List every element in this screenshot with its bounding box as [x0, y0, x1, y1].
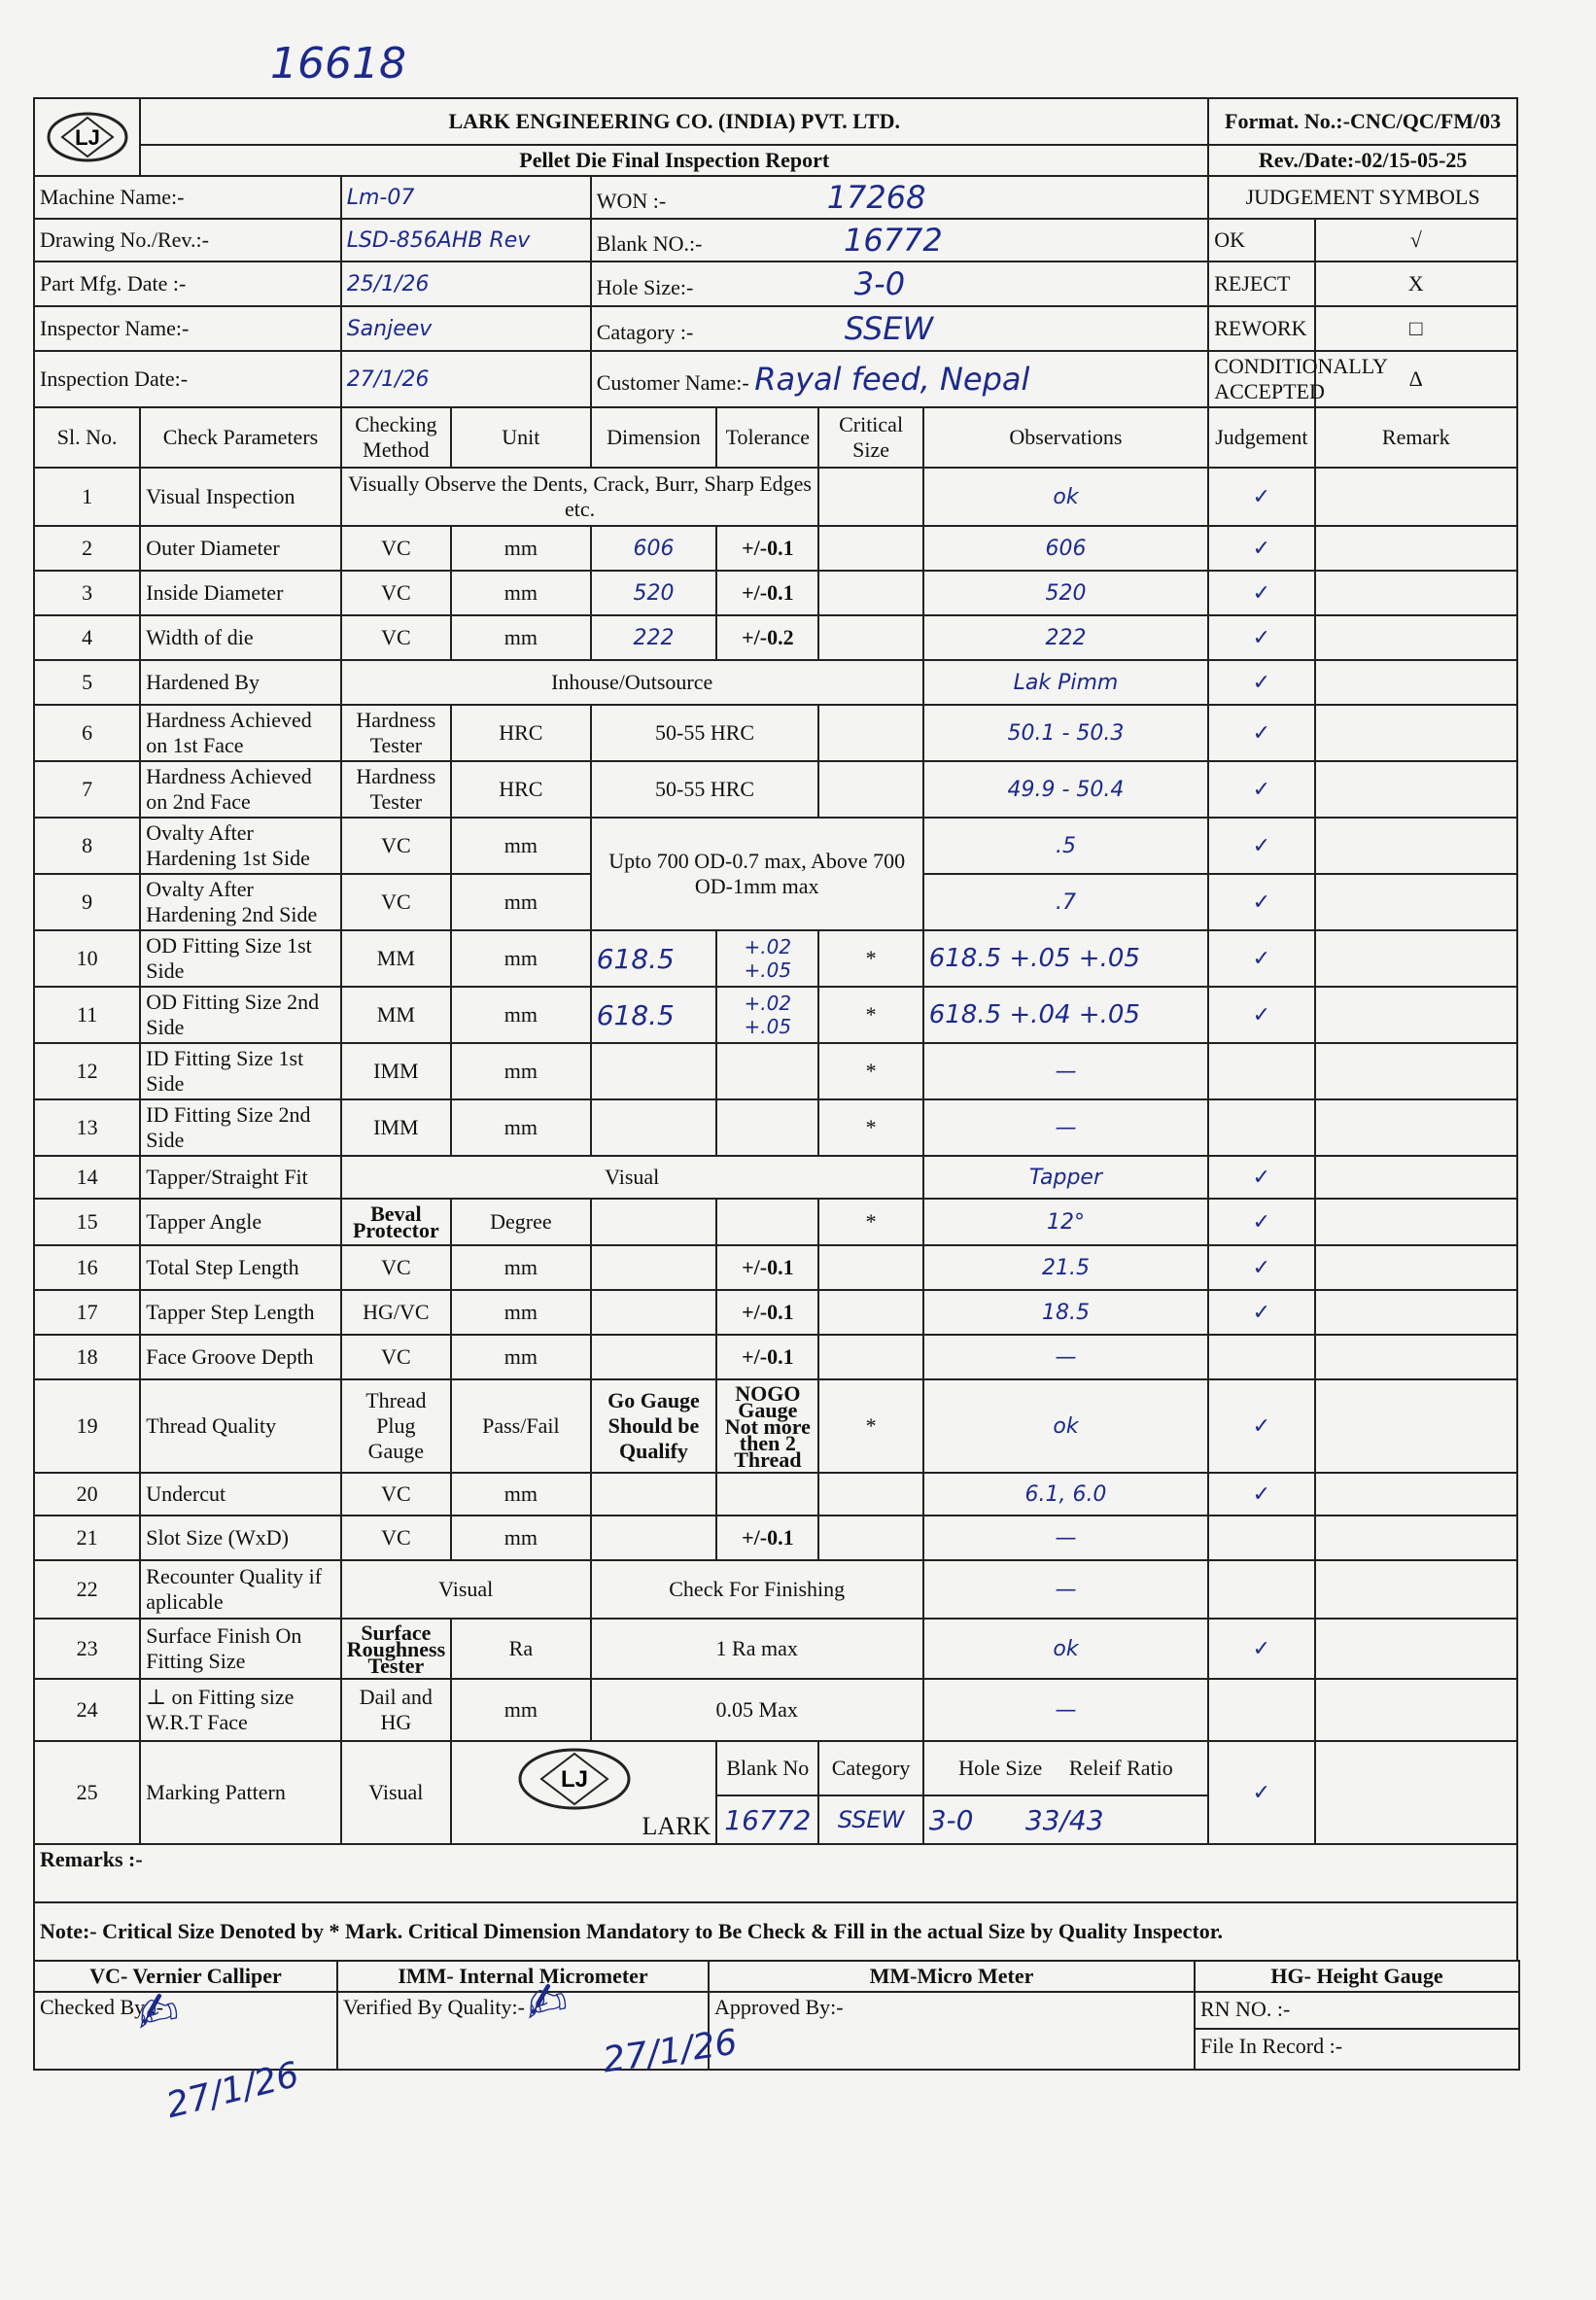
row-sl: 15: [34, 1199, 140, 1245]
col-observations: Observations: [923, 407, 1209, 468]
row-sl: 14: [34, 1156, 140, 1199]
row-unit: HRC: [451, 705, 591, 761]
row-critical: *: [818, 930, 922, 987]
handwritten-top-number: 16618: [270, 39, 406, 88]
symbol-rework: □: [1315, 306, 1518, 351]
marking-hole-header: Hole Size: [958, 1756, 1043, 1781]
row-param: Face Groove Depth: [140, 1335, 340, 1379]
table-row: [34, 761, 1517, 818]
row-judgement: ✓: [1208, 468, 1314, 526]
row-spec: Check For Finishing: [591, 1560, 923, 1619]
row-judgement: [1208, 1516, 1314, 1560]
row-observation: 18.5: [923, 1290, 1209, 1335]
row-param: Visual Inspection: [140, 468, 340, 526]
symbol-conditional-label: CONDITIONALLY ACCEPTED: [1208, 351, 1314, 407]
row-method: Visual: [341, 1560, 591, 1619]
row-observation: 21.5: [923, 1245, 1209, 1290]
row-sl: 17: [34, 1290, 140, 1335]
row-spec: Visually Observe the Dents, Crack, Burr, Sharp Edges etc.: [341, 468, 819, 526]
row-unit: mm: [451, 930, 591, 987]
approved-by: Approved By:-: [709, 1992, 1195, 2070]
row-param: Surface Finish On Fitting Size: [140, 1619, 340, 1679]
blank-cell: [591, 219, 1209, 261]
row-method: VC: [341, 818, 451, 874]
row-param: ⊥ on Fitting size W.R.T Face: [140, 1679, 340, 1741]
col-unit: Unit: [451, 407, 591, 468]
row-tolerance: +/-0.1: [716, 1516, 818, 1560]
marking-relief-value: 33/43: [1024, 1803, 1104, 1836]
footer-table: [33, 1960, 1520, 2071]
row-param: Recounter Quality if aplicable: [140, 1560, 340, 1619]
row-param: Tapper Angle: [140, 1199, 340, 1245]
row-sl: 22: [34, 1560, 140, 1619]
table-row: [34, 1560, 1517, 1619]
row-spec: Visual: [341, 1156, 923, 1199]
hole-cell: [591, 261, 1209, 306]
inspection-date-value: 27/1/26: [341, 351, 591, 407]
row-param: ID Fitting Size 1st Side: [140, 1043, 340, 1099]
row-judgement: ✓: [1208, 1156, 1314, 1199]
row-method: MM: [341, 930, 451, 987]
row-observation: —: [923, 1560, 1209, 1619]
row-param: Ovalty After Hardening 2nd Side: [140, 874, 340, 930]
row-observation: ok: [923, 1379, 1209, 1473]
svg-text:LJ: LJ: [74, 125, 100, 150]
won-value: 17268: [826, 179, 926, 216]
table-row: [34, 987, 1517, 1043]
row-unit: mm: [451, 874, 591, 930]
row-sl: 20: [34, 1473, 140, 1516]
row-unit: mm: [451, 615, 591, 660]
row-method: VC: [341, 1516, 451, 1560]
row-tolerance: +/-0.1: [716, 1335, 818, 1379]
symbol-reject: X: [1315, 261, 1518, 306]
row-param: Width of die: [140, 615, 340, 660]
table-row: [34, 468, 1517, 526]
table-row: [34, 1156, 1517, 1199]
row-param: OD Fitting Size 1st Side: [140, 930, 340, 987]
row-observation: 606: [923, 526, 1209, 571]
row-sl: 13: [34, 1099, 140, 1156]
row-spec: 1 Ra max: [591, 1619, 923, 1679]
row-param: Hardness Achieved on 2nd Face: [140, 761, 340, 818]
drawing-label: Drawing No./Rev.:-: [34, 219, 341, 261]
verified-signature-date: 27/1/26: [600, 2022, 740, 2081]
row-unit: HRC: [451, 761, 591, 818]
row-observation: —: [923, 1043, 1209, 1099]
row-param: Undercut: [140, 1473, 340, 1516]
mfg-date-label: Part Mfg. Date :-: [34, 261, 341, 306]
row-unit: mm: [451, 1516, 591, 1560]
symbol-conditional: Δ: [1315, 351, 1518, 407]
row-tolerance: +/-0.1: [716, 1290, 818, 1335]
row-sl: 23: [34, 1619, 140, 1679]
inspection-sheet: [33, 97, 1518, 2071]
row-spec: Inhouse/Outsource: [341, 660, 923, 705]
checked-by: Checked By :-: [34, 1992, 337, 2070]
row-tolerance: +/-0.2: [716, 615, 818, 660]
row-judgement: [1208, 1043, 1314, 1099]
row-method: Surface Roughness Tester: [341, 1619, 451, 1679]
row-dimension: 618.5: [591, 987, 717, 1043]
row-tolerance: +.02 +.05: [716, 930, 818, 987]
row-dimension: 606: [591, 526, 717, 571]
row-method: Beval Protector: [341, 1199, 451, 1245]
table-row: [34, 1379, 1517, 1473]
legend-vc: VC- Vernier Calliper: [34, 1961, 337, 1992]
row-unit: mm: [451, 1290, 591, 1335]
row-observation: 618.5 +.05 +.05: [923, 930, 1209, 987]
marking-hole-relief-header: [923, 1741, 1209, 1795]
row-sl: 2: [34, 526, 140, 571]
symbol-reject-label: REJECT: [1208, 261, 1314, 306]
company-logo: [34, 98, 140, 176]
col-dimension: Dimension: [591, 407, 717, 468]
row-sl: 7: [34, 761, 140, 818]
row-method: VC: [341, 571, 451, 615]
row-method: VC: [341, 1473, 451, 1516]
row-sl: 5: [34, 660, 140, 705]
row-sl: 3: [34, 571, 140, 615]
row-judgement: [1208, 1679, 1314, 1741]
table-row: [34, 705, 1517, 761]
row-observation: —: [923, 1516, 1209, 1560]
report-title: Pellet Die Final Inspection Report: [140, 145, 1208, 176]
row-method: Hardness Tester: [341, 705, 451, 761]
row-sl: 10: [34, 930, 140, 987]
marking-blank-value: 16772: [716, 1795, 818, 1844]
judgement-title: JUDGEMENT SYMBOLS: [1208, 176, 1517, 219]
row-method: VC: [341, 526, 451, 571]
col-sl: Sl. No.: [34, 407, 140, 468]
row-param: Total Step Length: [140, 1245, 340, 1290]
row-judgement: [1208, 1099, 1314, 1156]
row-observation: 50.1 - 50.3: [923, 705, 1209, 761]
row-param: ID Fitting Size 2nd Side: [140, 1099, 340, 1156]
row-unit: Ra: [451, 1619, 591, 1679]
checked-signature: ✍: [130, 1979, 185, 2045]
row-method: Thread Plug Gauge: [341, 1379, 451, 1473]
row-judgement: ✓: [1208, 1741, 1314, 1844]
row-dimension: 618.5: [591, 930, 717, 987]
table-row: [34, 818, 1517, 874]
row-param: Hardened By: [140, 660, 340, 705]
row-observation: .5: [923, 818, 1209, 874]
won-cell: [591, 176, 1209, 219]
row-method: IMM: [341, 1043, 451, 1099]
table-row: [34, 1290, 1517, 1335]
row-judgement: ✓: [1208, 874, 1314, 930]
logo-icon: [45, 110, 130, 164]
table-row: [34, 930, 1517, 987]
row-sl: 8: [34, 818, 140, 874]
row-tolerance: NOGO Gauge Not more then 2 Thread: [716, 1379, 818, 1473]
legend-hg: HG- Height Gauge: [1195, 1961, 1519, 1992]
checked-signature-date: 27/1/26: [162, 2054, 303, 2127]
row-unit: mm: [451, 987, 591, 1043]
row-judgement: ✓: [1208, 761, 1314, 818]
row-judgement: [1208, 1335, 1314, 1379]
won-label: WON :-: [596, 189, 667, 213]
row-judgement: [1208, 1560, 1314, 1619]
row-critical: *: [818, 1043, 922, 1099]
row-observation: Lak Pimm: [923, 660, 1209, 705]
table-row: [34, 1199, 1517, 1245]
row-dimension: Go Gauge Should be Qualify: [591, 1379, 717, 1473]
table-row: [34, 615, 1517, 660]
row-judgement: ✓: [1208, 571, 1314, 615]
row-observation: 49.9 - 50.4: [923, 761, 1209, 818]
row-observation: Tapper: [923, 1156, 1209, 1199]
row-unit: mm: [451, 818, 591, 874]
table-row: [34, 1245, 1517, 1290]
row-unit: mm: [451, 1043, 591, 1099]
row-spec: 50-55 HRC: [591, 761, 819, 818]
row-sl: 18: [34, 1335, 140, 1379]
symbol-rework-label: REWORK: [1208, 306, 1314, 351]
table-row: [34, 1043, 1517, 1099]
row-unit: mm: [451, 1473, 591, 1516]
row-method: VC: [341, 615, 451, 660]
row-tolerance: +/-0.1: [716, 526, 818, 571]
row-dimension: 222: [591, 615, 717, 660]
table-row-marking: [34, 1741, 1517, 1795]
blank-value: 16772: [843, 222, 943, 259]
col-judgement: Judgement: [1208, 407, 1314, 468]
marking-blank-header: Blank No: [716, 1741, 818, 1795]
marking-logo-icon: [516, 1744, 652, 1822]
row-observation: 6.1, 6.0: [923, 1473, 1209, 1516]
row-observation: —: [923, 1679, 1209, 1741]
row-tolerance: +/-0.1: [716, 1245, 818, 1290]
table-row: [34, 571, 1517, 615]
legend-mm: MM-Micro Meter: [709, 1961, 1195, 1992]
table-row: [34, 1516, 1517, 1560]
col-method: Checking Method: [341, 407, 451, 468]
file-in-record: File In Record :-: [1200, 2034, 1343, 2058]
row-critical: *: [818, 1199, 922, 1245]
row-judgement: ✓: [1208, 1473, 1314, 1516]
row-judgement: ✓: [1208, 1290, 1314, 1335]
row-judgement: ✓: [1208, 987, 1314, 1043]
row-param: Hardness Achieved on 1st Face: [140, 705, 340, 761]
drawing-value: LSD-856AHB Rev: [341, 219, 591, 261]
hole-value: 3-0: [853, 265, 906, 302]
customer-cell: [591, 351, 1209, 407]
rn-no: RN NO. :-: [1196, 1993, 1518, 2030]
row-unit: mm: [451, 1335, 591, 1379]
note: Note:- Critical Size Denoted by * Mark. Critical Dimension Mandatory to Be Check & Fill in the actual Size by Quality Inspector.: [34, 1902, 1517, 1961]
table-row: [34, 1473, 1517, 1516]
row-judgement: ✓: [1208, 818, 1314, 874]
row-param: Tapper Step Length: [140, 1290, 340, 1335]
row-observation: 12°: [923, 1199, 1209, 1245]
row-judgement: ✓: [1208, 1245, 1314, 1290]
row-observation: ok: [923, 468, 1209, 526]
rn-file-cell: [1195, 1992, 1519, 2070]
row-unit: mm: [451, 1679, 591, 1741]
row-sl: 4: [34, 615, 140, 660]
row-spec: 0.05 Max: [591, 1679, 923, 1741]
inspector-label: Inspector Name:-: [34, 306, 341, 351]
category-cell: [591, 306, 1209, 351]
row-param: Inside Diameter: [140, 571, 340, 615]
row-tolerance: +.02 +.05: [716, 987, 818, 1043]
row-sl: 12: [34, 1043, 140, 1099]
marking-category-header: Category: [818, 1741, 922, 1795]
row-judgement: ✓: [1208, 660, 1314, 705]
symbol-ok-label: OK: [1208, 219, 1314, 261]
symbol-ok: √: [1315, 219, 1518, 261]
customer-value: Rayal feed, Nepal: [754, 361, 1030, 398]
inspection-date-label: Inspection Date:-: [34, 351, 341, 407]
company-name: LARK ENGINEERING CO. (INDIA) PVT. LTD.: [140, 98, 1208, 145]
row-critical: *: [818, 1099, 922, 1156]
row-param: OD Fitting Size 2nd Side: [140, 987, 340, 1043]
marking-category-value: SSEW: [818, 1795, 922, 1844]
row-method: MM: [341, 987, 451, 1043]
verified-by: Verified By Quality:-: [337, 1992, 709, 2070]
row-method: VC: [341, 1245, 451, 1290]
col-remark: Remark: [1315, 407, 1518, 468]
svg-text:LJ: LJ: [560, 1766, 588, 1793]
row-param: Outer Diameter: [140, 526, 340, 571]
row-spec: 50-55 HRC: [591, 705, 819, 761]
row-param: Marking Pattern: [140, 1741, 340, 1844]
row-sl: 19: [34, 1379, 140, 1473]
row-param: Tapper/Straight Fit: [140, 1156, 340, 1199]
row-param: Slot Size (WxD): [140, 1516, 340, 1560]
row-judgement: ✓: [1208, 1619, 1314, 1679]
row-sl: 11: [34, 987, 140, 1043]
row-sl: 9: [34, 874, 140, 930]
mfg-date-value: 25/1/26: [341, 261, 591, 306]
row-unit: mm: [451, 1099, 591, 1156]
marking-hole-value: 3-0: [928, 1803, 974, 1836]
row-unit: Pass/Fail: [451, 1379, 591, 1473]
hole-label: Hole Size:-: [596, 275, 694, 299]
marking-logo-cell: [451, 1741, 716, 1844]
row-dimension: 520: [591, 571, 717, 615]
row-observation: .7: [923, 874, 1209, 930]
inspector-value: Sanjeev: [341, 306, 591, 351]
marking-lark: LARK: [642, 1812, 711, 1840]
row-judgement: ✓: [1208, 1379, 1314, 1473]
row-judgement: ✓: [1208, 1199, 1314, 1245]
blank-label: Blank NO.:-: [596, 231, 703, 256]
row-method: IMM: [341, 1099, 451, 1156]
row-unit: mm: [451, 526, 591, 571]
row-param: Thread Quality: [140, 1379, 340, 1473]
row-judgement: ✓: [1208, 705, 1314, 761]
row-sl: 24: [34, 1679, 140, 1741]
row-observation: 520: [923, 571, 1209, 615]
row-sl: 6: [34, 705, 140, 761]
row-critical: *: [818, 1379, 922, 1473]
category-value: SSEW: [844, 310, 934, 347]
marking-relief-header: Releif Ratio: [1068, 1756, 1173, 1781]
marking-hole-relief-value: [923, 1795, 1209, 1844]
inspection-table: [33, 97, 1518, 1962]
col-param: Check Parameters: [140, 407, 340, 468]
remarks: Remarks :-: [34, 1844, 1517, 1902]
row-method: Visual: [341, 1741, 451, 1844]
row-unit: mm: [451, 571, 591, 615]
row-method: Dail and HG: [341, 1679, 451, 1741]
category-label: Catagory :-: [596, 320, 694, 344]
row-method: VC: [341, 1335, 451, 1379]
row-unit: mm: [451, 1245, 591, 1290]
verified-signature: ✍: [519, 1969, 573, 2036]
customer-label: Customer Name:-: [596, 370, 749, 395]
row-param: Ovalty After Hardening 1st Side: [140, 818, 340, 874]
row-observation: 618.5 +.04 +.05: [923, 987, 1209, 1043]
table-row: [34, 660, 1517, 705]
row-critical: *: [818, 987, 922, 1043]
row-judgement: ✓: [1208, 615, 1314, 660]
row-method: VC: [341, 874, 451, 930]
table-row: [34, 1679, 1517, 1741]
row-method: HG/VC: [341, 1290, 451, 1335]
table-row: [34, 1619, 1517, 1679]
row-judgement: ✓: [1208, 526, 1314, 571]
format-no: Format. No.:-CNC/QC/FM/03: [1208, 98, 1517, 145]
row-unit: Degree: [451, 1199, 591, 1245]
row-observation: —: [923, 1335, 1209, 1379]
row-tolerance: +/-0.1: [716, 571, 818, 615]
row-spec: Upto 700 OD-0.7 max, Above 700 OD-1mm max: [591, 818, 923, 930]
machine-value: Lm-07: [341, 176, 591, 219]
row-observation: 222: [923, 615, 1209, 660]
row-sl: 1: [34, 468, 140, 526]
table-row: [34, 1099, 1517, 1156]
table-row: [34, 526, 1517, 571]
rev-date: Rev./Date:-02/15-05-25: [1208, 145, 1517, 176]
machine-label: Machine Name:-: [34, 176, 341, 219]
row-judgement: ✓: [1208, 930, 1314, 987]
table-row: [34, 1335, 1517, 1379]
row-sl: 25: [34, 1741, 140, 1844]
row-sl: 21: [34, 1516, 140, 1560]
row-method: Hardness Tester: [341, 761, 451, 818]
col-tolerance: Tolerance: [716, 407, 818, 468]
legend-imm: IMM- Internal Micrometer: [337, 1961, 709, 1992]
row-observation: ok: [923, 1619, 1209, 1679]
col-critical: Critical Size: [818, 407, 922, 468]
row-observation: —: [923, 1099, 1209, 1156]
row-sl: 16: [34, 1245, 140, 1290]
